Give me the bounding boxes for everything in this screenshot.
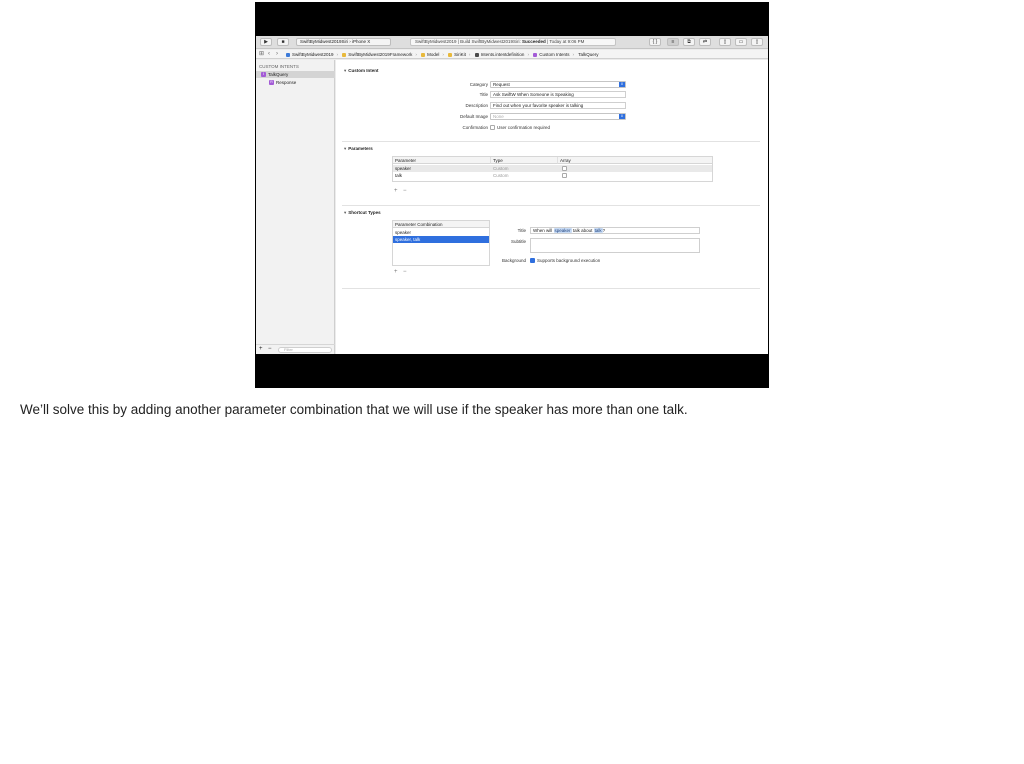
section-parameters[interactable]: ▾ Parameters: [344, 146, 373, 151]
talk-token[interactable]: talk: [594, 228, 602, 233]
param-type-speaker[interactable]: Custom: [493, 166, 509, 171]
activity-status: [410, 38, 616, 46]
arrows-icon: ⇄: [702, 39, 708, 45]
param-array-checkbox[interactable]: [562, 173, 567, 178]
breadcrumb-sirikit[interactable]: SiriKit: [448, 50, 466, 59]
right-panel-icon: ▯: [755, 39, 759, 45]
intent-icon: [533, 53, 537, 57]
parameters-table: [392, 156, 713, 182]
standard-editor-button[interactable]: [667, 38, 679, 46]
remove-combination-button[interactable]: −: [403, 269, 407, 275]
shortcut-title-label: Title: [517, 228, 526, 233]
bottom-panel-icon: ▭: [738, 39, 744, 45]
section-divider: [342, 205, 760, 206]
popup-arrows-icon: ⇕: [620, 82, 624, 86]
sidebar-footer: [256, 344, 335, 354]
breadcrumb-project[interactable]: SwiftByMidwest2019: [286, 50, 334, 59]
disclosure-triangle-icon: ▾: [344, 210, 347, 215]
combination-row-speaker-talk[interactable]: speaker, talk: [395, 237, 421, 242]
sidebar-item-label: Response: [276, 80, 297, 85]
shortcut-subtitle-label: Subtitle: [510, 239, 526, 244]
left-panel-icon: ▯: [723, 39, 727, 45]
default-image-select[interactable]: None ⇕: [490, 113, 626, 120]
folder-icon: [421, 53, 425, 57]
inspector-toggle[interactable]: [751, 38, 763, 46]
remove-parameter-button[interactable]: −: [403, 188, 407, 194]
sidebar-item-response[interactable]: [256, 79, 335, 86]
category-label: Category: [469, 82, 488, 87]
scheme-app: SwiftByMidwest2019Siri: [300, 39, 349, 44]
confirmation-label: Confirmation: [462, 125, 488, 130]
folder-icon: [448, 53, 452, 57]
param-name-speaker[interactable]: speaker: [395, 166, 412, 171]
sidebar-header: CUSTOM INTENTS: [259, 64, 299, 69]
filter-input[interactable]: Filter: [278, 347, 332, 353]
description-label: Description: [465, 103, 488, 108]
intent-editor: [336, 60, 768, 354]
param-name-talk[interactable]: talk: [395, 173, 403, 178]
default-image-label: Default Image: [459, 114, 488, 119]
column-header-combination[interactable]: Parameter Combination: [393, 221, 489, 228]
disclosure-triangle-icon: ▾: [344, 68, 347, 73]
response-badge-icon: R: [270, 80, 273, 85]
background-checkbox[interactable]: [530, 258, 535, 263]
breadcrumb-file[interactable]: Intents.intentdefinition: [475, 50, 525, 59]
description-field[interactable]: Find out when your favorite speaker is talking: [490, 102, 626, 109]
debug-toggle[interactable]: [735, 38, 747, 46]
section-custom-intent[interactable]: ▾ Custom Intent: [344, 68, 379, 73]
shortcut-title-field[interactable]: When will speaker talk about talk?: [530, 227, 700, 234]
play-icon: ▶: [264, 39, 268, 45]
back-icon[interactable]: ‹: [268, 51, 270, 57]
stop-icon: ■: [281, 39, 285, 45]
status-time: | Today at 9:06 PM: [545, 39, 585, 44]
sidebar-item-talkquery[interactable]: [256, 71, 335, 78]
column-header-parameter[interactable]: Parameter: [393, 157, 491, 164]
speaker-token[interactable]: speaker: [554, 228, 571, 233]
add-intent-button[interactable]: +: [259, 346, 263, 352]
background-label: Background: [501, 258, 526, 263]
disclosure-triangle-icon: ▾: [344, 146, 347, 151]
file-icon: [475, 53, 479, 57]
navigator-toggle[interactable]: [719, 38, 731, 46]
overlap-icon: ⧉: [687, 39, 691, 45]
scheme-selector[interactable]: SwiftByMidwest2019Siri › iPhone X: [296, 38, 391, 46]
shortcut-subtitle-field[interactable]: [530, 238, 700, 253]
scheme-device: iPhone X: [352, 39, 371, 44]
category-select[interactable]: Request ⇕: [490, 81, 626, 88]
toolbar: [256, 36, 768, 49]
grid-icon[interactable]: ⊞: [259, 51, 265, 57]
breadcrumb-framework[interactable]: SwiftByMidwest2019Framework: [342, 50, 412, 59]
slide-frame: [255, 2, 769, 388]
status-result: Succeeded: [521, 39, 546, 44]
column-header-array[interactable]: Array: [558, 157, 712, 164]
assistant-editor-button[interactable]: [683, 38, 695, 46]
section-divider: [342, 141, 760, 142]
sidebar-item-label: TalkQuery: [268, 72, 289, 77]
folder-icon: [342, 53, 346, 57]
forward-icon[interactable]: ›: [276, 51, 278, 57]
param-array-checkbox[interactable]: [562, 166, 567, 171]
run-button[interactable]: [260, 38, 272, 46]
title-field[interactable]: Ask SwiftW When Someone is Speaking: [490, 91, 626, 98]
popup-arrows-icon: ⇕: [620, 114, 624, 118]
confirmation-checkbox[interactable]: [490, 125, 495, 130]
remove-intent-button[interactable]: −: [268, 346, 272, 352]
section-divider: [342, 288, 760, 289]
add-combination-button[interactable]: +: [394, 269, 398, 275]
param-type-talk[interactable]: Custom: [493, 173, 509, 178]
code-snippet-button[interactable]: [649, 38, 661, 46]
version-editor-button[interactable]: [699, 38, 711, 46]
section-shortcut-types[interactable]: ▾ Shortcut Types: [344, 210, 381, 215]
stop-button[interactable]: [277, 38, 289, 46]
slide-caption: We’ll solve this by adding another parameter combination that we will use if the speaker has more than one talk.: [20, 402, 688, 417]
jump-bar: [256, 50, 768, 59]
confirmation-text: User confirmation required: [497, 125, 551, 130]
add-parameter-button[interactable]: +: [394, 188, 398, 194]
lines-icon: ≡: [671, 39, 675, 45]
intents-sidebar: [256, 60, 335, 354]
combination-row-speaker[interactable]: speaker: [395, 230, 412, 235]
breadcrumb: SwiftByMidwest2019 › SwiftByMidwest2019Framework › Model › SiriKit › Intents.intentdefinition › Custom Intents › TalkQuery: [286, 50, 602, 59]
xcode-window: [256, 36, 768, 354]
project-icon: [286, 53, 290, 57]
braces-icon: { }: [652, 39, 658, 45]
title-label: Title: [479, 92, 488, 97]
background-text: Supports background execution: [537, 258, 601, 263]
status-prefix: SwiftByMidwest2019 | Build SwiftByMidwest2019Siri:: [415, 39, 522, 44]
intent-badge-icon: I: [261, 72, 266, 77]
column-header-type[interactable]: Type: [491, 157, 558, 164]
breadcrumb-model[interactable]: Model: [421, 50, 439, 59]
breadcrumb-intent[interactable]: TalkQuery: [578, 52, 599, 57]
breadcrumb-group[interactable]: Custom Intents: [533, 50, 569, 59]
